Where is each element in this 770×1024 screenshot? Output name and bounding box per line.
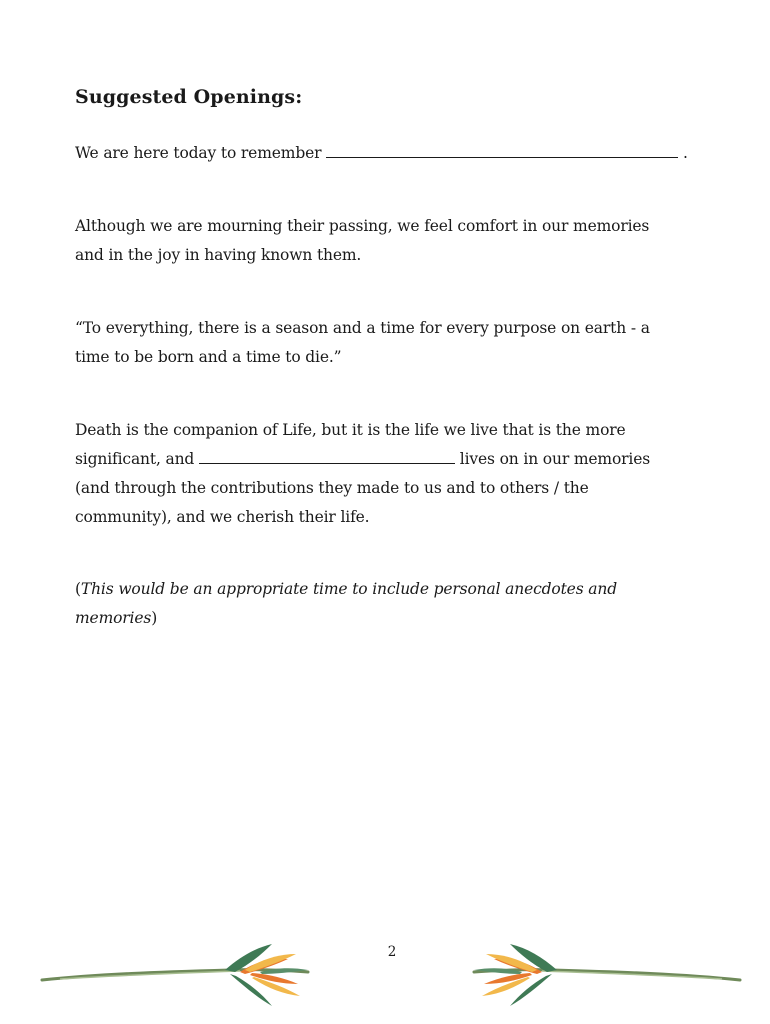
opening-4-line-4: community), and we cherish their life.	[75, 508, 370, 526]
opening-4-line-1: Death is the companion of Life, but it is the life we live that is the more	[75, 421, 626, 439]
opening-1-line	[75, 139, 695, 168]
opening-3-line-2: time to be born and a time to die.”	[75, 348, 342, 366]
note-text-1: This would be an appropriate time to include personal anecdotes and	[80, 580, 617, 598]
note-close-paren: )	[151, 609, 158, 627]
bird-of-paradise-flower-icon	[462, 932, 742, 1012]
name-blank-line-2	[199, 450, 455, 464]
opening-3-line-1: “To everything, there is a season and a time for every purpose on earth - a	[75, 319, 650, 337]
opening-4-line-2-end: lives on in our memories	[459, 450, 651, 468]
bird-of-paradise-flower-icon	[40, 932, 315, 1012]
opening-1-text: We are here today to remember	[75, 144, 322, 162]
opening-1-period: .	[678, 144, 688, 162]
opening-2-line-1: Although we are mourning their passing, we feel comfort in our memories	[75, 217, 650, 235]
note-line-1	[75, 575, 695, 604]
page-heading: Suggested Openings:	[75, 86, 303, 108]
page-number: 2	[387, 944, 397, 960]
note-paragraph	[75, 575, 695, 633]
opening-4-line-3: (and through the contributions they made to us and to others / the	[75, 479, 589, 497]
note-line-2	[75, 604, 695, 633]
opening-paragraph-1	[75, 139, 695, 168]
opening-paragraph-3	[75, 314, 695, 372]
opening-4-line-2-start: significant, and	[75, 450, 195, 468]
note-text-2: memories	[75, 609, 152, 627]
name-blank-line	[326, 144, 678, 158]
note-open-paren: (	[75, 580, 81, 598]
opening-2-line-2: and in the joy in having known them.	[75, 246, 362, 264]
opening-paragraph-4	[75, 416, 695, 532]
opening-4-line-2	[75, 445, 695, 474]
opening-paragraph-2	[75, 212, 695, 270]
